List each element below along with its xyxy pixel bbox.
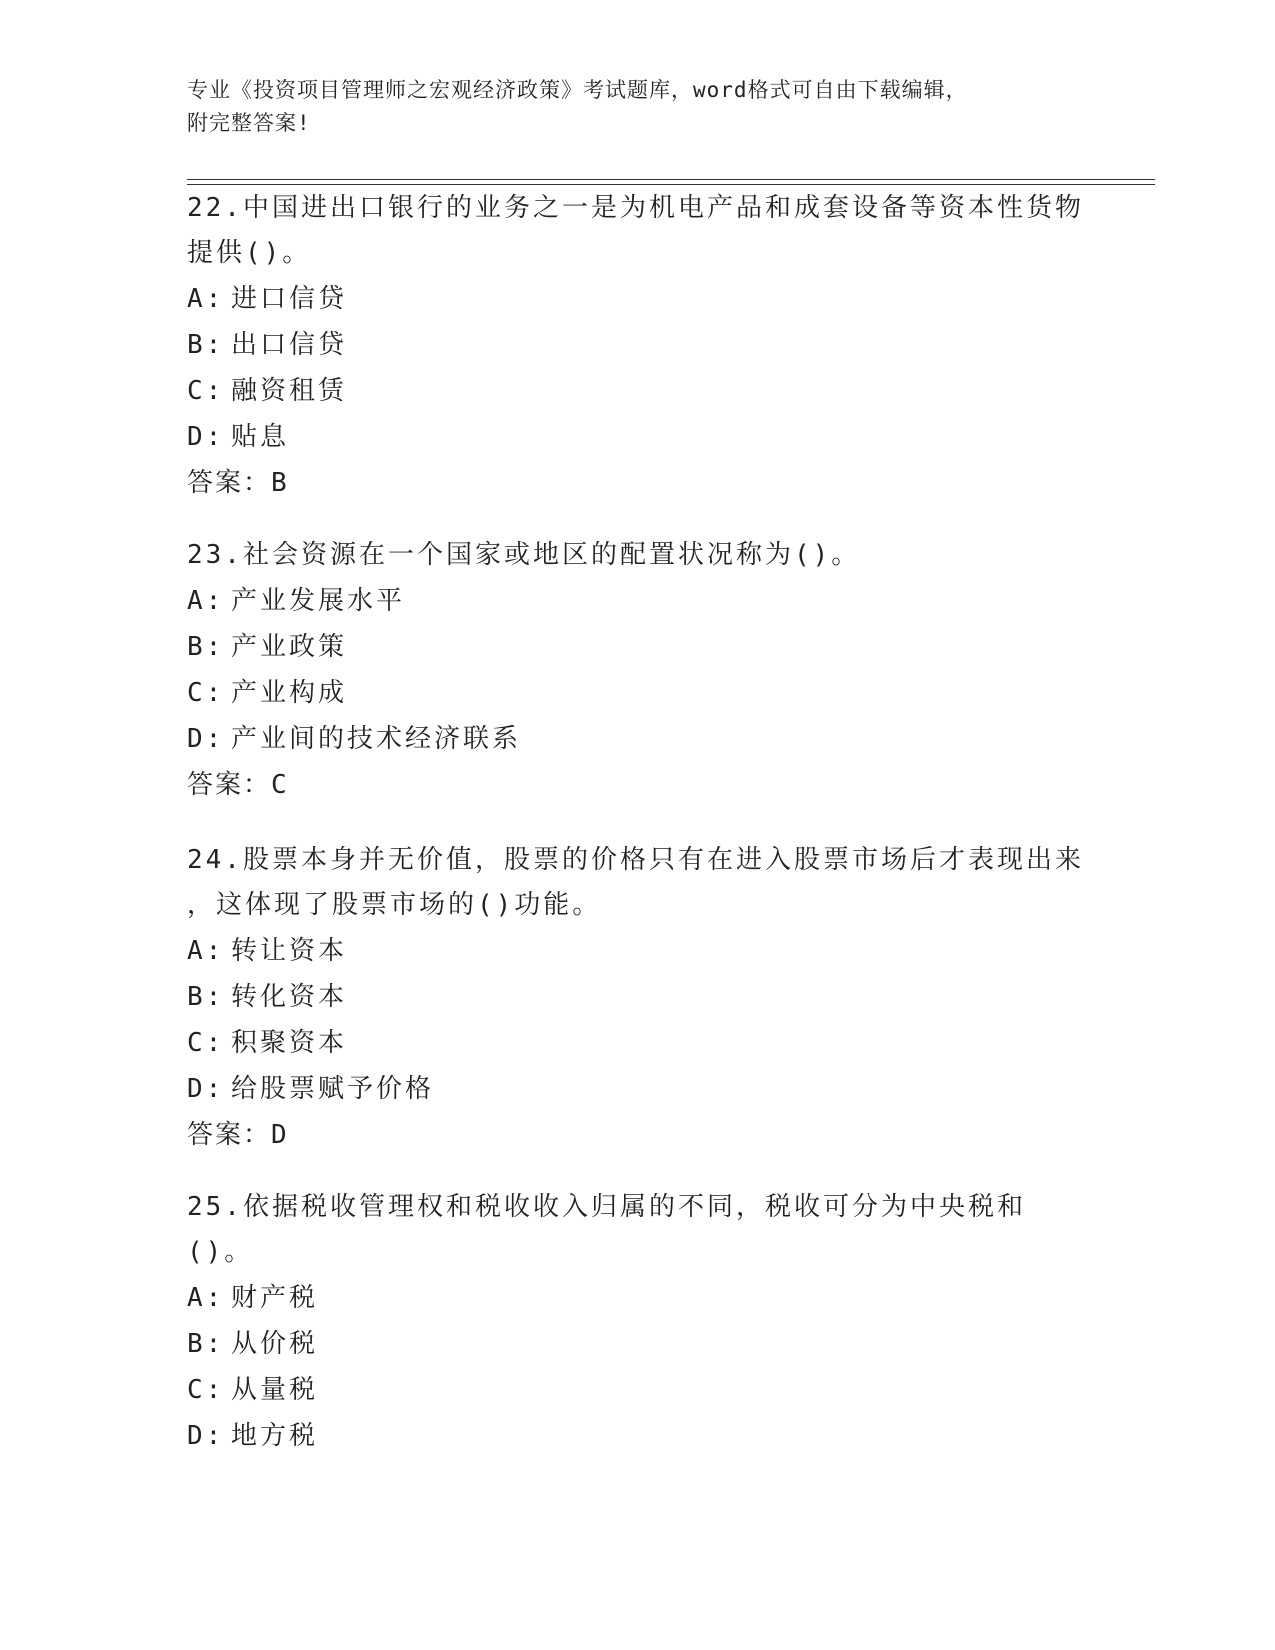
option-text: 融资租赁: [231, 376, 348, 406]
option-letter: B:: [187, 330, 225, 360]
option-a: [187, 578, 1087, 624]
option-text: 出口信贷: [231, 330, 348, 360]
option-a: [187, 928, 1087, 974]
question-stem-line: 24.股票本身并无价值，股票的价格只有在进入股票市场后才表现出来: [187, 845, 1084, 875]
option-letter: A:: [187, 586, 225, 616]
answer-value: C: [271, 770, 289, 800]
option-text: 转让资本: [231, 936, 348, 966]
option-letter: A:: [187, 284, 225, 314]
answer-line: [187, 762, 1087, 808]
option-letter: B:: [187, 632, 225, 662]
option-text: 贴息: [231, 422, 290, 452]
option-text: 从价税: [231, 1329, 319, 1359]
header-line-1: 专业《投资项目管理师之宏观经济政策》考试题库，word格式可自由下载编辑，: [187, 78, 968, 102]
option-b: [187, 322, 1087, 368]
question-25: [187, 1185, 1087, 1459]
option-letter: D:: [187, 724, 225, 754]
answer-line: [187, 1112, 1087, 1158]
question-stem-line: 提供()。: [187, 238, 312, 268]
option-b: [187, 974, 1087, 1020]
option-letter: D:: [187, 1421, 225, 1451]
option-b: [187, 624, 1087, 670]
option-text: 给股票赋予价格: [231, 1074, 435, 1104]
question-23: [187, 533, 1087, 808]
option-letter: B:: [187, 1329, 225, 1359]
option-c: [187, 1020, 1087, 1066]
answer-value: D: [271, 1120, 289, 1150]
option-text: 积聚资本: [231, 1028, 348, 1058]
option-letter: B:: [187, 982, 225, 1012]
question-stem-line: ，这体现了股票市场的()功能。: [187, 890, 602, 920]
option-letter: C:: [187, 678, 225, 708]
answer-value: B: [271, 468, 289, 498]
question-stem-line: 22.中国进出口银行的业务之一是为机电产品和成套设备等资本性货物: [187, 193, 1084, 223]
question-stem-line: 25.依据税收管理权和税收收入归属的不同，税收可分为中央税和()。: [187, 1192, 1026, 1267]
option-a: [187, 276, 1087, 322]
option-letter: D:: [187, 1074, 225, 1104]
option-text: 产业发展水平: [231, 586, 406, 616]
option-d: [187, 414, 1087, 460]
option-text: 进口信贷: [231, 284, 348, 314]
option-letter: A:: [187, 1283, 225, 1313]
answer-label: 答案：: [187, 468, 272, 498]
question-stem-line: 23.社会资源在一个国家或地区的配置状况称为()。: [187, 540, 861, 570]
question-24: [187, 838, 1087, 1158]
option-d: [187, 1413, 1087, 1459]
option-letter: D:: [187, 422, 225, 452]
option-letter: A:: [187, 936, 225, 966]
question-22: [187, 186, 1087, 506]
option-text: 转化资本: [231, 982, 348, 1012]
answer-label: 答案：: [187, 770, 272, 800]
option-d: [187, 1066, 1087, 1112]
option-a: [187, 1275, 1087, 1321]
option-d: [187, 716, 1087, 762]
option-text: 产业构成: [231, 678, 348, 708]
option-text: 从量税: [231, 1375, 319, 1405]
option-letter: C:: [187, 1028, 225, 1058]
option-b: [187, 1321, 1087, 1367]
answer-line: [187, 460, 1087, 506]
document-header: [187, 74, 1087, 140]
option-text: 产业间的技术经济联系: [231, 724, 522, 754]
option-text: 产业政策: [231, 632, 348, 662]
header-divider-top: [187, 179, 1155, 180]
option-letter: C:: [187, 1375, 225, 1405]
option-text: 财产税: [231, 1283, 319, 1313]
option-c: [187, 368, 1087, 414]
header-divider-bottom: [187, 184, 1155, 185]
option-c: [187, 670, 1087, 716]
option-c: [187, 1367, 1087, 1413]
option-letter: C:: [187, 376, 225, 406]
header-line-2: 附完整答案!: [187, 111, 311, 135]
option-text: 地方税: [231, 1421, 319, 1451]
answer-label: 答案：: [187, 1120, 272, 1150]
